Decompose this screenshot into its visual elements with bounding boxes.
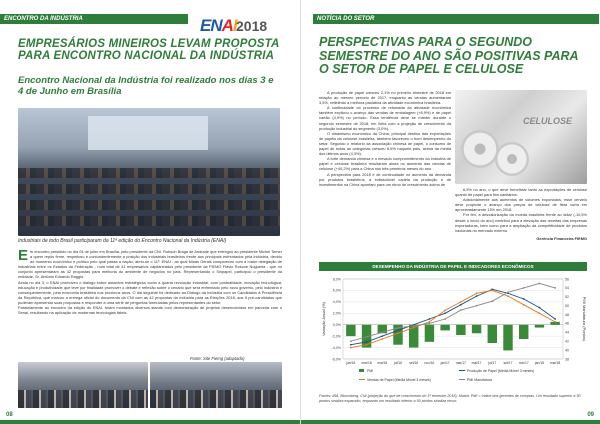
line-point: [476, 295, 478, 297]
paragraph: A continuidade do processo de retomada da atividade econômica também explicou o avanço das vendas de embalagem (+8,9%) e de papel cartão (4,9%) no período. Essa tendência deve se manter durante o segundo semestre de 2018, em linha com a projeção de crescimento da produção industrial do segmento (3,0%).: [319, 105, 451, 131]
paragraph: O dinamismo econômico da China, principal destino das exportações de papéis da celulose brasileira, também favoreceu o bom desempenho do setor. Segundo o relatório da associação chinesa de papel, o consumo de papel de todas as categorias cresceu 6,6% naquele país, acima da média dos últimos anos (4,3%).: [319, 130, 451, 157]
x-tick-label: jul/17: [488, 361, 497, 365]
article-column-2: [455, 187, 587, 241]
logo-part-2: A: [221, 16, 233, 35]
bar: [456, 325, 465, 335]
source-credit: Fonte: Site Fiemg (adaptado): [190, 356, 245, 361]
page-number: 08: [6, 412, 13, 418]
x-tick-label: mar/17: [455, 361, 466, 365]
x-tick-label: jan/17: [440, 361, 450, 365]
drop-cap: E: [18, 247, 29, 264]
bar: [472, 325, 481, 334]
x-tick-label: jan/18: [534, 361, 544, 365]
bar: [440, 325, 449, 331]
x-tick-label: set/16: [409, 361, 419, 365]
article-body: [18, 249, 282, 315]
stand-photo: [18, 362, 148, 408]
line-point: [429, 323, 431, 325]
y-right-tick-label: 46: [565, 321, 569, 326]
line-point: [444, 310, 446, 312]
line-point: [350, 344, 352, 346]
y-tick-label: 2,0%: [332, 311, 341, 316]
y-tick-label: -6,0%: [331, 357, 341, 362]
y-right-tick-label: 54: [565, 286, 569, 291]
y-right-tick-label: 42: [565, 339, 569, 344]
bar: [503, 325, 512, 351]
line-point: [397, 327, 399, 329]
line-point: [460, 301, 462, 303]
y-right-tick-label: 48: [565, 312, 569, 317]
line-point: [554, 287, 556, 289]
x-tick-label: mar/16: [361, 361, 372, 365]
photo-caption: Industriais de todo Brasil participaram da 11ª edição do Encontro Nacional da Indústria (ENAI): [18, 238, 227, 244]
bar: [535, 325, 544, 328]
bar: [425, 325, 434, 342]
y-right-tick-label: 44: [565, 330, 569, 335]
line-point: [350, 340, 352, 342]
article-column-1: [319, 90, 451, 187]
paragraph: 6,5% no ano, o que deve beneficiar tanto as exportações de celulose quanto de papel para fins sanitários.: [455, 187, 587, 198]
line-point: [523, 287, 525, 289]
legend-label: Produção de Papel (Média Móvel 3 meses): [467, 369, 535, 373]
legend-label: PMI Manufatura: [467, 378, 492, 382]
chart-footnote: Fontes: IBÁ, Bloomberg, CNI (projeção do que de crescimento do 1º trimestre 2018), Markit. PMI = índice dos gerentes de compras. Um resultado superior a 50 pontos sinaliza expansão, enquanto um resultado inferior a 50 pontos sinaliza recuo.: [319, 394, 581, 403]
line-point: [523, 298, 525, 300]
y-right-tick-label: 38: [565, 357, 569, 362]
section-tag: ENCONTRO DA INDÚSTRIA: [0, 14, 188, 24]
y-tick-label: 8,0%: [332, 277, 341, 282]
line-point: [476, 292, 478, 294]
article-title: EMPRESÁRIOS MINEIROS LEVAM PROPOSTA PARA ENCONTRO NACIONAL DA INDÚSTRIA: [18, 38, 280, 62]
x-tick-label: nov/16: [424, 361, 435, 365]
bar: [488, 325, 497, 343]
x-tick-label: mai/17: [471, 361, 482, 365]
chart-svg: [319, 271, 587, 392]
chart: [319, 262, 587, 392]
line-point: [554, 321, 556, 323]
article-title: PERSPECTIVAS PARA O SEGUNDO SEMESTRE DO ANO SÃO POSITIVAS PARA O SETOR DE PAPEL E CELULOSE: [319, 35, 579, 76]
logo-part-3: I: [232, 16, 237, 35]
line-point: [397, 332, 399, 334]
line-point: [444, 312, 446, 314]
line-point: [491, 300, 493, 302]
paragraph: A forte demanda chinesa e o elevado comprometimento da indústria de papel e celulose brasileira resultaram ainda no aumento das vendas de celulose (+40,2%) para a China nos três primeiros meses do ano.: [319, 156, 451, 172]
y-right-tick-label: 50: [565, 303, 569, 308]
line-point: [413, 325, 415, 327]
line-point: [366, 336, 368, 338]
x-tick-label: jan/16: [346, 361, 356, 365]
y-tick-label: -2,0%: [331, 334, 341, 339]
plot-frame: [343, 279, 563, 359]
x-tick-label: mai/16: [377, 361, 388, 365]
paragraph: Por fim, a desvalorização da moeda brasileira frente ao dólar (-10,5% desde o início do ano) contribui para a elevação das receitas das empresas exportadoras, bem como para a ampliação da competitividade de produtos nacionais no mercado externo.: [455, 212, 587, 233]
article-subtitle: Encontro Nacional da Indústria foi realizado nos dias 3 e 4 de Junho em Brasília: [18, 75, 274, 97]
y-axis-label: Variação Anual (%): [321, 302, 326, 336]
line-point: [381, 331, 383, 333]
line-point: [523, 304, 525, 306]
paragraph: A produção de papel cresceu 2,1% no primeiro trimestre de 2018 em relação ao mesmo período de 2017, enquanto as vendas aumentaram 3,5%, refletindo a melhora paulatina da atividade econômica brasileira.: [319, 90, 451, 106]
photo-label: CELULOSE: [523, 116, 573, 126]
event-photo: [18, 108, 280, 236]
y-right-tick-label: 40: [565, 348, 569, 353]
page-number: 09: [587, 412, 594, 418]
audience-photo: [150, 362, 282, 408]
paragraph: Paralelamente ao encontro da edição do ENAI, foram montados diversos stands com demonstração de projetos desenvolvidos em parceria com o Senai, resultando na aplicação de modernas tecnologias fabris.: [18, 305, 282, 316]
paragraph: Em encontro presidido no dia 04 de julho em Brasília, pelo presidente da CNI, Robson Braga de Andrade que entregou ao presidente Michel Temer a quem repôs firme, respeitoso e contundentemente a posição dos industriais brasileiros frente aos principais enfrentados pela indústria, devido ao momento econômico e político pelo qual passa a nação, abriu-se o 11º. ENAI - ao qual Minas Gerais compareceu com a maior delegação de industriais entre os Estados da Federação - num total de 41 empresários capitaneados pelo presidente da FIEMG Flávio Roscoe Nogueira - que no conjunto apresentaram as 42 propostas para melhoria do ambiente de negócios no país. Representando o Sinpapel, participou o presidente da entidade, Sr. Antônio Eduardo Raggio.: [18, 247, 282, 280]
x-tick-label: mar/18: [550, 361, 561, 365]
line-point: [381, 335, 383, 337]
bar: [346, 325, 355, 336]
line-point: [444, 318, 446, 320]
y-tick-label: 6,0%: [332, 288, 341, 293]
line-point: [366, 344, 368, 346]
y-tick-label: 0,0%: [332, 323, 341, 328]
y-right-axis-label: PMI Manufatura (Pontos): [582, 296, 587, 342]
line-point: [350, 347, 352, 349]
paragraph: Ainda no dia 3, o ENAI promoveu o diálogo sobre assuntos estratégicos como a quarta revolução industrial, com pontualidade, inovação tecnológica, educação e produtividade que teve por finalidade promover o debate e reflexão sobre o cenário que será enfrentado pelo novo governo, pelo indústria e consequentemente, pela economia brasileira nos próximos anos. O dia seguinte foi dedicado ao Diálogo da Indústria com os Candidatos à Presidência da República, que marcou a entrega oficial do documento da CNI com as 42 propostas da Indústria para as Eleições 2018, aos 5 pré-candidatos que puderam apresentar suas propostas e responder a uma série de perguntas formuladas pelos representantes do setor.: [18, 279, 282, 305]
signature: Gerência Financeira FIEMG: [536, 235, 587, 241]
line-point: [507, 291, 509, 293]
y-right-tick-label: 56: [565, 277, 569, 282]
logo-year: 2018: [236, 18, 268, 34]
line-point: [460, 309, 462, 311]
line-point: [539, 307, 541, 309]
enai-logo: [200, 16, 290, 36]
line-point: [460, 304, 462, 306]
x-tick-label: nov/17: [518, 361, 529, 365]
x-tick-label: set/17: [503, 361, 513, 365]
line-point: [539, 283, 541, 285]
line-point: [491, 290, 493, 292]
cellulose-photo: [455, 90, 587, 184]
legend-label: PMI: [367, 369, 374, 373]
section-tag: NOTÍCIA DO SETOR: [313, 14, 599, 24]
y-tick-label: 4,0%: [332, 300, 341, 305]
line-point: [554, 318, 556, 320]
paragraph: A perspectiva para 2018 é de continuidade no aumento da demanda por produtos brasileiros, a indissolúvel cadeia da produção e de investimentos na China apontam para um ritmo de crescimento acima de: [319, 171, 451, 187]
logo-part-1: EN: [200, 16, 222, 35]
bar: [519, 325, 528, 339]
paragraph: Adicionalmente aos aumentos de volumes exportados, esse cenário deve propiciar o avanço dos preços de celulose de fibra curta em aproximadamente 13% em 2018.: [455, 197, 587, 213]
line-point: [381, 338, 383, 340]
line-point: [476, 305, 478, 307]
x-tick-label: jul/16: [394, 361, 402, 365]
line-point: [539, 312, 541, 314]
line-point: [413, 327, 415, 329]
line-point: [429, 321, 431, 323]
line-point: [366, 341, 368, 343]
y-right-tick-label: 52: [565, 295, 569, 300]
line-point: [507, 295, 509, 297]
legend-label: Vendas de Papel (Média Móvel 3 meses): [367, 378, 431, 382]
right-page: [300, 0, 600, 424]
legend-swatch: [359, 369, 364, 372]
line-point: [397, 330, 399, 332]
y-tick-label: -4,0%: [331, 345, 341, 350]
line-point: [429, 318, 431, 320]
chart-title: DESEMPENHO DA INDÚSTRIA DE PAPEL E INDICADORES ECONÔMICOS: [319, 262, 587, 271]
